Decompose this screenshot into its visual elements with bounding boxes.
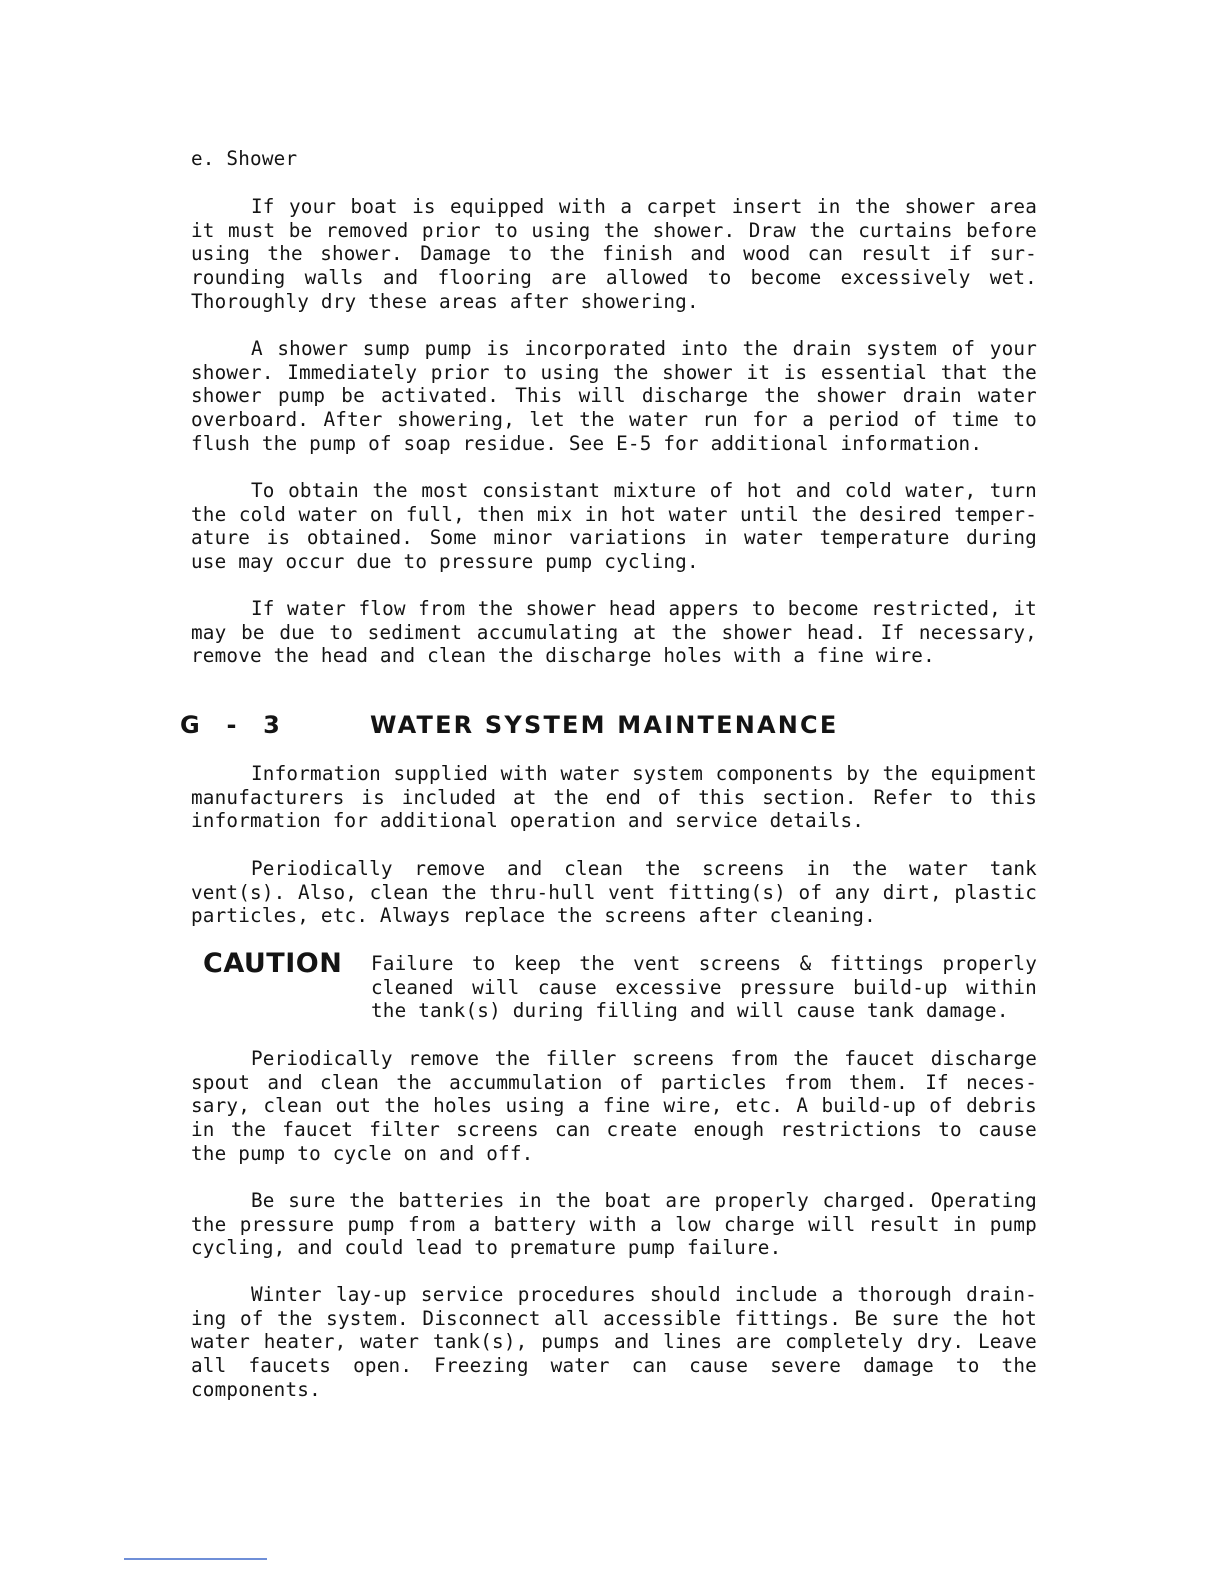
maintenance-paragraph-batteries: Be sure the batteries in the boat are properly charged. Operating the pressure pump from a battery with a low charge will result in pump cycling, and could lead to premature pump failure. — [191, 1189, 1037, 1260]
shower-subheading: e. Shower — [191, 147, 298, 170]
maintenance-paragraph-vent-screens: Periodically remove and clean the screens in the water tank vent(s). Also, clean the thru-hull vent fitting(s) of any dirt, plastic particles, etc. Always replace the screens after cleaning. — [191, 857, 1037, 928]
caution-text: Failure to keep the vent screens & fittings properly cleaned will cause excessive pressure build-up within the tank(s) during filling and will cause tank damage. — [371, 952, 1037, 1023]
maintenance-paragraph-winter-layup: Winter lay-up service procedures should include a thorough drain-ing of the system. Disconnect all accessible fittings. Be sure the hot water heater, water tank(s), pumps and lines are completely dry. Leave all faucets open. Freezing water can cause severe damage to the components. — [191, 1283, 1037, 1401]
section-title: WATER SYSTEM MAINTENANCE — [370, 711, 839, 739]
footer-rule — [124, 1558, 267, 1560]
shower-paragraph-restricted-flow: If water flow from the shower head appers to become restricted, it may be due to sediment accumulating at the shower head. If necessary, remove the head and clean the discharge holes with a fine wire. — [191, 597, 1037, 668]
maintenance-paragraph-manufacturer-info: Information supplied with water system components by the equipment manufacturers is included at the end of this section. Refer to this information for additional operation and service details. — [191, 762, 1037, 833]
section-heading — [180, 711, 838, 739]
caution-label: CAUTION — [203, 948, 343, 979]
shower-paragraph-sump-pump: A shower sump pump is incorporated into the drain system of your shower. Immediately prior to using the shower it is essential that the shower pump be activated. This will discharge the shower drain water overboard. After showering, let the water run for a period of time to flush the pump of soap residue. See E-5 for additional information. — [191, 337, 1037, 455]
shower-paragraph-water-mixture: To obtain the most consistant mixture of hot and cold water, turn the cold water on full, then mix in hot water until the desired temper-ature is obtained. Some minor variations in water temperature during use may occur due to pressure pump cycling. — [191, 479, 1037, 574]
shower-paragraph-carpet: If your boat is equipped with a carpet insert in the shower area it must be removed prior to using the shower. Draw the curtains before using the shower. Damage to the finish and wood can result if sur-rounding walls and flooring are allowed to become excessively wet. Thoroughly dry these areas after showering. — [191, 195, 1037, 313]
maintenance-paragraph-filler-screens: Periodically remove the filler screens from the faucet discharge spout and clean the accummulation of particles from them. If neces-sary, clean out the holes using a fine wire, etc. A build-up of debris in the faucet filter screens can create enough restrictions to cause the pump to cycle on and off. — [191, 1047, 1037, 1165]
section-number: G - 3 — [180, 711, 283, 739]
